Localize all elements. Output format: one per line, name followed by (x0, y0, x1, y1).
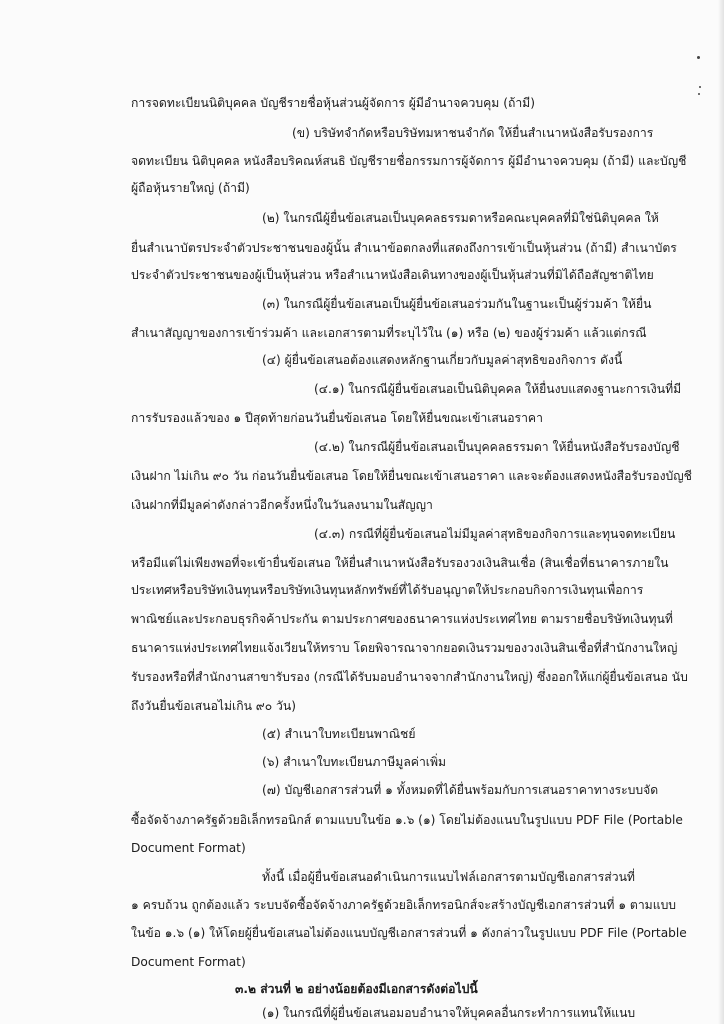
text-line: ผู้ถือหุ้นรายใหญ่ (ถ้ามี) (131, 181, 250, 195)
text-line: จดทะเบียน นิติบุคคล หนังสือบริคณห์สนธิ บัญชีรายชื่อกรรมการผู้จัดการ ผู้มีอำนาจควบคุม (ถ้ามี) และบัญชี (131, 154, 687, 168)
text-line: ประเทศหรือบริษัทเงินทุนหรือบริษัทเงินทุนหลักทรัพย์ที่ได้รับอนุญาตให้ประกอบกิจการเงินทุนเพื่อการ (131, 583, 644, 597)
text-line: (๓) ในกรณีผู้ยื่นข้อเสนอเป็นผู้ยื่นข้อเสนอร่วมกันในฐานะเป็นผู้ร่วมค้า ให้ยื่น (262, 297, 652, 311)
text-line: (๔.๑) ในกรณีผู้ยื่นข้อเสนอเป็นนิติบุคคล ให้ยื่นงบแสดงฐานะการเงินที่มี (314, 382, 682, 396)
text-line: ถึงวันยื่นข้อเสนอไม่เกิน ๙๐ วัน) (131, 699, 296, 713)
text-line: (๖) สำเนาใบทะเบียนภาษีมูลค่าเพิ่ม (262, 755, 447, 769)
text-line: ประจำตัวประชาชนของผู้เป็นหุ้นส่วน หรือสำเนาหนังสือเดินทางของผู้เป็นหุ้นส่วนที่มิได้ถือสัญชาติไทย (131, 268, 654, 282)
text-line: รับรองหรือที่สำนักงานสาขารับรอง (กรณีได้รับมอบอำนาจจากสำนักงานใหญ่) ซึ่งออกให้แก่ผู้ยื่นข้อเสนอ นับ (131, 670, 688, 684)
text-line: การจดทะเบียนนิติบุคคล บัญชีรายชื่อหุ้นส่วนผู้จัดการ ผู้มีอำนาจควบคุม (ถ้ามี) (131, 96, 535, 110)
scan-speck (699, 86, 701, 88)
text-line: สำเนาสัญญาของการเข้าร่วมค้า และเอกสารตามที่ระบุไว้ใน (๑) หรือ (๒) ของผู้ร่วมค้า แล้วแต่กรณี (131, 326, 647, 340)
text-line: เงินฝาก ไม่เกิน ๙๐ วัน ก่อนวันยื่นข้อเสนอ โดยให้ยื่นขณะเข้าเสนอราคา และจะต้องแสดงหนังสือรับรองบัญชี (131, 469, 692, 483)
text-line: ซื้อจัดจ้างภาครัฐด้วยอิเล็กทรอนิกส์ ตามแบบในข้อ ๑.๖ (๑) โดยไม่ต้องแนบในรูปแบบ PDF File (Portable (131, 813, 683, 827)
text-line: (ข) บริษัทจำกัดหรือบริษัทมหาชนจำกัด ให้ยื่นสำเนาหนังสือรับรองการ (292, 126, 654, 140)
text-line: พาณิชย์และประกอบธุรกิจค้าประกัน ตามประกาศของธนาคารแห่งประเทศไทย ตามรายชื่อบริษัทเงินทุนที่ (131, 612, 673, 626)
text-line: ๑ ครบถ้วน ถูกต้องแล้ว ระบบจัดซื้อจัดจ้างภาครัฐด้วยอิเล็กทรอนิกส์จะสร้างบัญชีเอกสารส่วนที่ ๑ ตามแบบ (131, 898, 677, 912)
text-line: Document Format) (131, 955, 246, 969)
text-line: หรือมีแต่ไม่เพียงพอที่จะเข้ายื่นข้อเสนอ ให้ยื่นสำเนาหนังสือรับรองวงเงินสินเชื่อ (สินเชื่อที่ธนาคารภายใน (131, 556, 669, 570)
text-line: (๒) ในกรณีผู้ยื่นข้อเสนอเป็นบุคคลธรรมดาหรือคณะบุคคลที่มิใช่นิติบุคคล ให้ (262, 211, 659, 225)
text-line: (๑) ในกรณีที่ผู้ยื่นข้อเสนอมอบอำนาจให้บุคคลอื่นกระทำการแทนให้แนบ (262, 1006, 636, 1020)
text-line: ทั้งนี้ เมื่อผู้ยื่นข้อเสนอดำเนินการแนบไฟล์เอกสารตามบัญชีเอกสารส่วนที่ (262, 870, 635, 884)
page-edge-shadow (718, 0, 724, 1024)
scan-speck (698, 93, 700, 95)
text-line: (๔.๓) กรณีที่ผู้ยื่นข้อเสนอไม่มีมูลค่าสุทธิของกิจการและทุนจดทะเบียน (314, 527, 676, 541)
text-line: ในข้อ ๑.๖ (๑) ให้โดยผู้ยื่นข้อเสนอไม่ต้องแนบบัญชีเอกสารส่วนที่ ๑ ดังกล่าวในรูปแบบ PDF File (Portable (131, 926, 687, 940)
scan-speck (697, 56, 700, 59)
text-line: (๕) สำเนาใบทะเบียนพาณิชย์ (262, 727, 416, 741)
text-line: (๔) ผู้ยื่นข้อเสนอต้องแสดงหลักฐานเกี่ยวกับมูลค่าสุทธิของกิจการ ดังนี้ (262, 353, 623, 367)
text-line: ธนาคารแห่งประเทศไทยแจ้งเวียนให้ทราบ โดยพิจารณาจากยอดเงินรวมของวงเงินสินเชื่อที่สำนักงานใหญ่ (131, 641, 678, 655)
text-line: (๔.๒) ในกรณีผู้ยื่นข้อเสนอเป็นบุคคลธรรมดา ให้ยื่นหนังสือรับรองบัญชี (314, 440, 680, 454)
text-line: ยื่นสำเนาบัตรประจำตัวประชาชนของผู้นั้น สำเนาข้อตกลงที่แสดงถึงการเข้าเป็นหุ้นส่วน (ถ้ามี) สำเนาบัตร (131, 241, 677, 255)
text-line: เงินฝากที่มีมูลค่าดังกล่าวอีกครั้งหนึ่งในวันลงนามในสัญญา (131, 498, 433, 512)
text-line: (๗) บัญชีเอกสารส่วนที่ ๑ ทั้งหมดที่ได้ยื่นพร้อมกับการเสนอราคาทางระบบจัด (262, 783, 659, 797)
text-line: การรับรองแล้วของ ๑ ปีสุดท้ายก่อนวันยื่นข้อเสนอ โดยให้ยื่นขณะเข้าเสนอราคา (131, 411, 543, 425)
text-line: Document Format) (131, 841, 246, 855)
section-heading: ๓.๒ ส่วนที่ ๒ อย่างน้อยต้องมีเอกสารดังต่อไปนี้ (235, 982, 478, 996)
